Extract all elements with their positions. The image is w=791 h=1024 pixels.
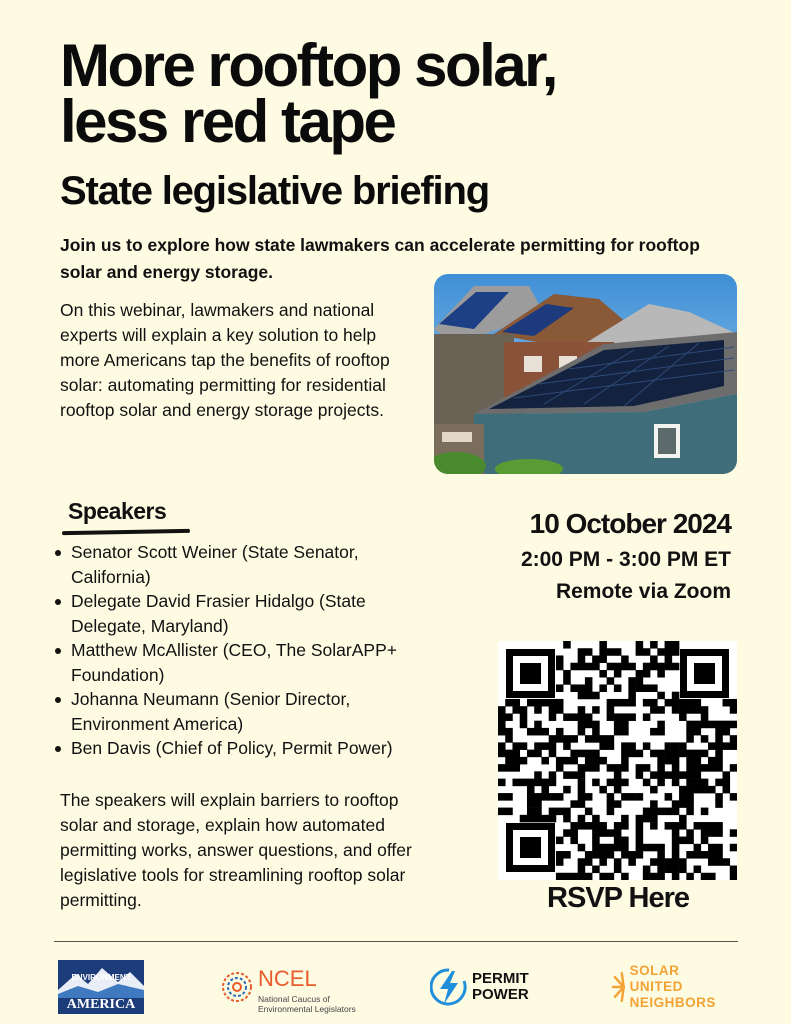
page-subtitle: State legislative briefing: [60, 169, 489, 213]
ncel-logo[interactable]: [220, 958, 370, 1016]
ncel-circles-icon: [220, 970, 254, 1004]
event-location: Remote via Zoom: [555, 580, 731, 603]
closing-paragraph: The speakers will explain barriers to rooftop solar and storage, explain how automated permitting works, answer questions, and offer legislative tools for streamlining rooftop solar permitting.: [60, 790, 412, 910]
speakers-heading: Speakers: [68, 498, 167, 524]
sun-rays-icon: [610, 967, 628, 1007]
event-date: 10 October 2024: [529, 508, 731, 539]
speaker-item: Senator Scott Weiner (State Senator, California): [52, 540, 432, 589]
speaker-item: Johanna Neumann (Senior Director, Environment America): [52, 687, 432, 736]
event-time: 2:00 PM - 3:00 PM ET: [520, 548, 731, 571]
sun-line2: NEIGHBORS: [629, 995, 716, 1010]
speaker-item: Matthew McAllister (CEO, The SolarAPP+ Foundation): [52, 638, 432, 687]
ncel-line1: National Caucus of: [258, 994, 330, 1004]
intro-lead: Join us to explore how state lawmakers can accelerate permitting for rooftop solar and energy storage.: [60, 235, 700, 282]
permit-line1: PERMIT: [472, 970, 529, 987]
speaker-item: Delegate David Frasier Hidalgo (State Delegate, Maryland): [52, 589, 432, 638]
page-title: [60, 32, 556, 155]
rooftop-solar-photo: [434, 274, 737, 474]
sun-line1: SOLAR UNITED: [629, 963, 683, 994]
env-logo-line2: AMERICA: [66, 997, 136, 1012]
solar-united-neighbors-logo[interactable]: [610, 958, 735, 1016]
speakers-underline: [62, 529, 190, 535]
permit-power-logo[interactable]: [430, 958, 550, 1016]
environment-america-logo[interactable]: [58, 958, 144, 1016]
ncel-name: NCEL: [258, 966, 317, 991]
footer-divider: [54, 941, 738, 942]
lightning-bolt-icon: [430, 967, 468, 1007]
title-line-1: More rooftop solar,: [60, 32, 556, 99]
ncel-line2: Environmental Legislators: [258, 1004, 356, 1014]
rsvp-link[interactable]: RSVP Here: [547, 882, 689, 914]
env-logo-line1: ENVIRONMENT: [71, 973, 131, 982]
title-line-2: less red tape: [60, 88, 395, 155]
permit-line2: POWER: [472, 986, 529, 1003]
intro-body: On this webinar, lawmakers and national experts will explain a key solution to help more Americans tap the benefits of rooftop solar: automating permitting for residential rooftop solar and energy storage projects.: [60, 300, 390, 420]
speaker-item: Ben Davis (Chief of Policy, Permit Power): [52, 736, 432, 761]
rsvp-qr-code[interactable]: [498, 641, 737, 880]
speakers-list: [52, 540, 432, 761]
